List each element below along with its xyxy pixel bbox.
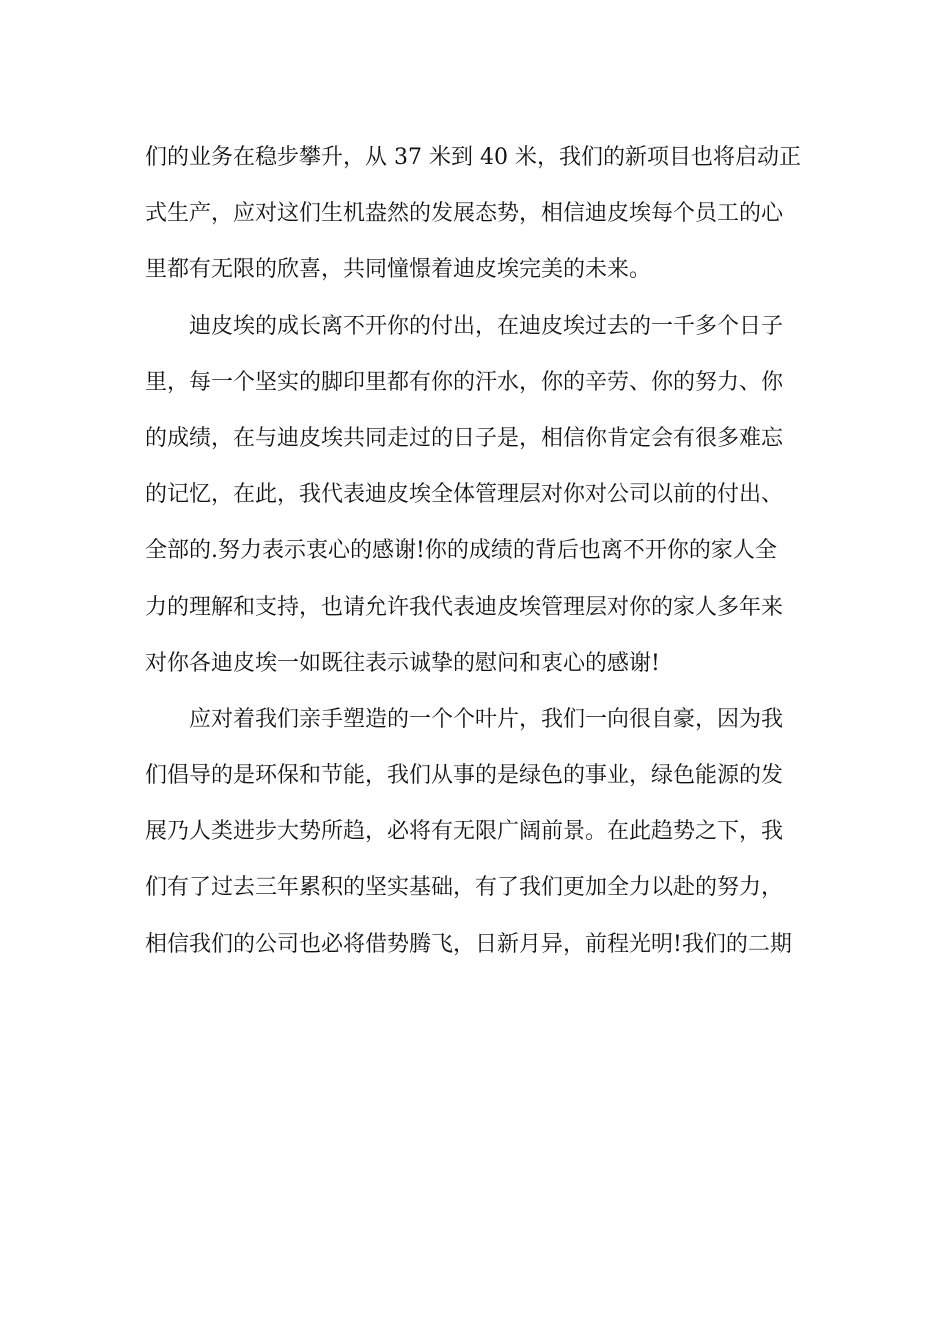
- text-line: 式生产，应对这们生机盎然的发展态势，相信迪皮埃每个员工的心: [145, 201, 784, 227]
- text-line: 里都有无限的欣喜，共同憧憬着迪皮埃完美的未来。: [145, 257, 652, 283]
- paragraph-first-line: 迪皮埃的成长离不开你的付出，在迪皮埃过去的一千多个日子: [189, 313, 784, 339]
- body-text: [145, 130, 815, 973]
- text-line: 们的业务在稳步攀升，从 37 米到 40 米，我们的新项目也将启动正: [145, 145, 801, 170]
- text-line: 里，每一个坚实的脚印里都有你的汗水，你的辛劳、你的努力、你: [145, 369, 784, 395]
- text-line: 的成绩，在与迪皮埃共同走过的日子是，相信你肯定会有很多难忘: [145, 425, 784, 451]
- text-line: 对你各迪皮埃一如既往表示诚挚的慰问和衷心的感谢!: [145, 650, 660, 676]
- paragraph-first-line: 应对着我们亲手塑造的一个个叶片，我们一向很自豪，因为我: [189, 706, 784, 732]
- text-line: 力的理解和支持，也请允许我代表迪皮埃管理层对你的家人多年来: [145, 594, 784, 620]
- text-line: 们倡导的是环保和节能，我们从事的是绿色的事业，绿色能源的发: [145, 763, 784, 789]
- text-line: 相信我们的公司也必将借势腾飞，日新月异，前程光明!我们的二期: [145, 931, 792, 957]
- text-line: 全部的.努力表示衷心的感谢!你的成绩的背后也离不开你的家人全: [145, 538, 777, 564]
- text-line: 的记忆，在此，我代表迪皮埃全体管理层对你对公司以前的付出、: [145, 482, 784, 508]
- text-line: 们有了过去三年累积的坚实基础，有了我们更加全力以赴的努力，: [145, 875, 784, 901]
- text-line: 展乃人类进步大势所趋，必将有无限广阔前景。在此趋势之下，我: [145, 819, 784, 845]
